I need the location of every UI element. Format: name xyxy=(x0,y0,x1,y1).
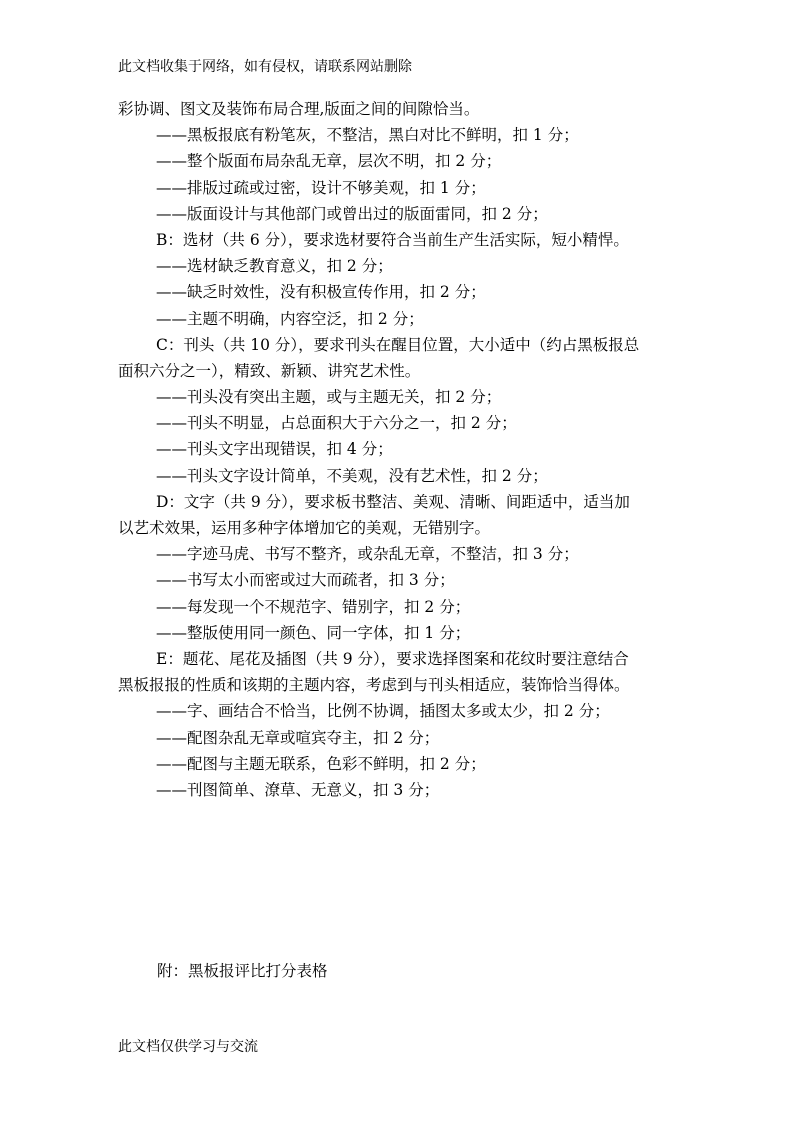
text-line: ——书写太小而密或过大而疏者，扣 3 分； xyxy=(156,571,455,590)
appendix-title: 附：黑板报评比打分表格 xyxy=(157,962,328,980)
text-line: D：文字（共 9 分），要求板书整洁、美观、清晰、间距适中，适当加 xyxy=(156,492,630,511)
header-note: 此文档收集于网络，如有侵权，请联系网站删除 xyxy=(118,59,412,75)
text-line: ——版面设计与其他部门或曾出过的版面雷同，扣 2 分； xyxy=(156,204,548,223)
text-line: ——刊头文字设计简单，不美观，没有艺术性，扣 2 分； xyxy=(156,466,548,485)
text-line: ——黑板报底有粉笔灰，不整洁，黑白对比不鲜明，扣 1 分； xyxy=(156,126,579,145)
document-body xyxy=(118,96,718,803)
text-line: ——刊头文字出现错误，扣 4 分； xyxy=(156,440,393,459)
text-line: ——排版过疏或过密，设计不够美观，扣 1 分； xyxy=(156,178,486,197)
text-line: ——每发现一个不规范字、错别字，扣 2 分； xyxy=(156,597,471,616)
text-line: 以艺术效果，运用多种字体增加它的美观，无错别字。 xyxy=(118,519,491,537)
text-line: ——字、画结合不恰当，比例不协调，插图太多或太少，扣 2 分； xyxy=(156,702,610,721)
text-line: ——选材缺乏教育意义，扣 2 分； xyxy=(156,257,393,276)
text-line: ——刊头不明显，占总面积大于六分之一，扣 2 分； xyxy=(156,414,517,433)
text-line: 彩协调、图文及装饰布局合理,版面之间的间隙恰当。 xyxy=(118,100,480,118)
text-line: 面积六分之一），精致、新颖、讲究艺术性。 xyxy=(118,361,421,380)
text-line: ——缺乏时效性，没有积极宣传作用，扣 2 分； xyxy=(156,283,486,302)
text-line: E：题花、尾花及插图（共 9 分），要求选择图案和花纹时要注意结合 xyxy=(156,649,629,668)
text-line: C：刊头（共 10 分），要求刊头在醒目位置，大小适中（约占黑板报总 xyxy=(156,335,640,354)
text-line: ——刊图简单、潦草、无意义，扣 3 分； xyxy=(156,780,440,799)
text-line: B：选材（共 6 分），要求选材要符合当前生产生活实际，短小精悍。 xyxy=(156,230,629,249)
text-line: ——配图杂乱无章或喧宾夺主，扣 2 分； xyxy=(156,728,440,747)
text-line: ——主题不明确，内容空泛，扣 2 分； xyxy=(156,309,424,328)
text-line: ——刊头没有突出主题，或与主题无关，扣 2 分； xyxy=(156,388,502,407)
text-line: ——配图与主题无联系，色彩不鲜明，扣 2 分； xyxy=(156,754,486,773)
text-line: ——整个版面布局杂乱无章，层次不明，扣 2 分； xyxy=(156,152,502,171)
text-line: ——字迹马虎、书写不整齐，或杂乱无章，不整洁，扣 3 分； xyxy=(156,545,579,564)
footer-note: 此文档仅供学习与交流 xyxy=(118,1039,258,1055)
text-line: 黑板报报的性质和该期的主题内容，考虑到与刊头相适应，装饰恰当得体。 xyxy=(118,676,630,695)
text-line: ——整版使用同一颜色、同一字体，扣 1 分； xyxy=(156,623,471,642)
